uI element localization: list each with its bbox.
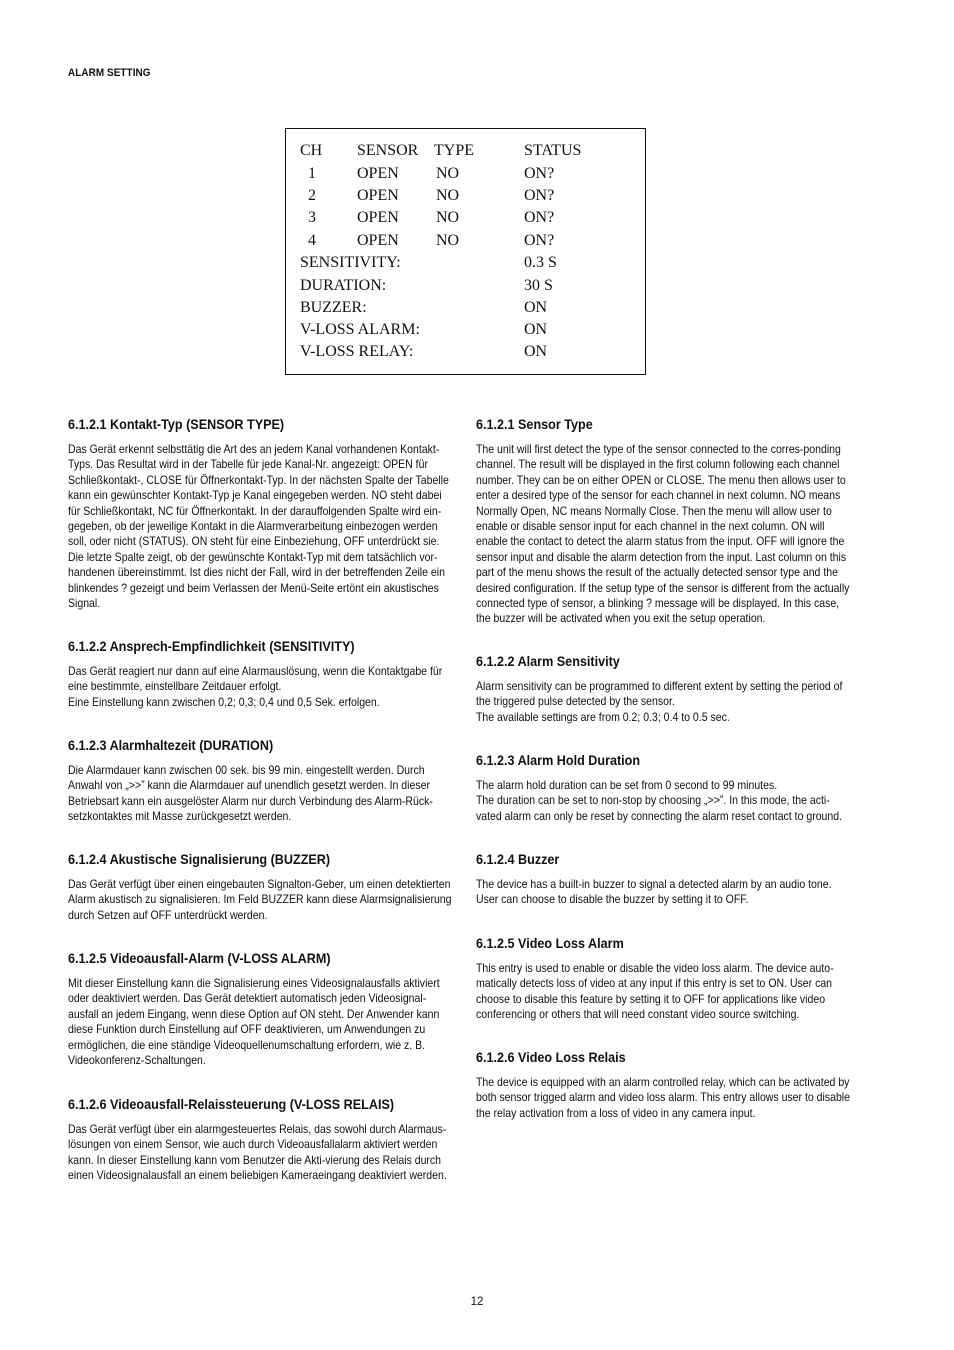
menu-setting-label: BUZZER: <box>300 298 367 316</box>
menu-channel-row <box>286 187 645 209</box>
body-line: setzkontaktes mit Masse zurückgesetzt werden. <box>68 810 292 824</box>
section-heading: 6.1.2.4 Buzzer <box>476 851 560 867</box>
body-line: Schließkontakt-, CLOSE für Öffnerkontakt-Typ. In der nächsten Spalte der Tabelle <box>68 473 449 487</box>
body-line: Normally Open, NC means Normally Close. Then the menu will allow user to <box>476 504 832 518</box>
german-section-vloss-alarm <box>68 950 458 1068</box>
menu-setting-vloss-alarm <box>286 321 645 343</box>
menu-channel-status: ON? <box>524 209 555 226</box>
body-line: lösungen von einem Sensor, wie auch durch Videoausfallalarm aktiviert werden <box>68 1138 438 1152</box>
german-section-vloss-relais <box>68 1096 458 1183</box>
menu-channel-type: NO <box>436 209 460 226</box>
section-heading: 6.1.2.2 Ansprech-Empfindlichkeit (SENSITIVITY) <box>68 638 355 654</box>
body-line: vated alarm can only be reset by connecting the alarm reset contact to ground. <box>476 809 843 823</box>
german-section-sensor-type <box>68 416 458 611</box>
section-body <box>476 877 865 908</box>
menu-setting-value: ON <box>524 343 548 360</box>
menu-channel-sensor: OPEN <box>357 209 399 226</box>
page-number: 12 <box>470 1296 484 1308</box>
body-line: The duration can be set to non-stop by choosing „>>”. In this mode, the acti- <box>476 794 830 808</box>
body-line: enter a desired type of the sensor for each channel in next column. NO means <box>476 489 841 503</box>
german-section-buzzer <box>68 851 458 922</box>
menu-setting-value: ON <box>524 298 548 316</box>
body-line: für Schließkontakt, NC für Öffnerkontakt. In der darauffolgenden Spalte wird ein- <box>68 504 442 518</box>
menu-header-sensor: SENSOR <box>357 142 419 159</box>
german-section-sensitivity <box>68 638 458 709</box>
english-section-buzzer <box>476 851 866 907</box>
section-heading: 6.1.2.3 Alarm Hold Duration <box>476 752 641 768</box>
menu-channel-type: NO <box>436 187 460 204</box>
body-line: Das Gerät verfügt über ein alarmgesteuertes Relais, das sowohl durch Alarmaus- <box>68 1123 447 1136</box>
body-line: the relay activation from a loss of video in any camera input. <box>476 1106 756 1120</box>
section-body <box>476 778 865 824</box>
body-line: This entry is used to enable or disable the video loss alarm. The device auto- <box>476 962 834 975</box>
menu-setting-label: SENSITIVITY: <box>300 254 401 271</box>
menu-channel-status: ON? <box>524 187 555 204</box>
section-body <box>68 976 457 1068</box>
body-line: enable or disable sensor input for each channel in the next column. ON will <box>476 520 825 534</box>
body-line: Signal. <box>68 597 101 611</box>
body-line: the triggered pulse detected by the sensor. <box>476 695 675 709</box>
menu-header-type: TYPE <box>434 142 474 159</box>
body-line: The device is equipped with an alarm controlled relay, which can be activated by <box>476 1076 850 1089</box>
menu-setting-buzzer <box>286 299 645 321</box>
section-body <box>476 1075 865 1121</box>
menu-setting-label: DURATION: <box>300 276 387 294</box>
menu-header-status: STATUS <box>524 142 582 159</box>
menu-setting-value: 30 S <box>524 276 553 294</box>
section-body <box>68 877 457 923</box>
section-body <box>476 961 865 1023</box>
body-line: enable the contact to detect the alarm status from the input. OFF will ignore the <box>476 535 845 549</box>
body-line: channel. The result will be displayed in the first column following each channel <box>476 458 840 472</box>
body-line: kann. In dieser Einstellung kann vom Benutzer die Akti-vierung des Relais durch <box>68 1153 442 1167</box>
body-line: Das Gerät reagiert nur dann auf eine Alarmauslösung, wenn die Kontaktgabe für <box>68 665 443 678</box>
menu-setting-value: ON <box>524 321 548 338</box>
section-body <box>68 442 457 611</box>
menu-channel-row <box>286 165 645 187</box>
menu-setting-sensitivity <box>286 254 645 276</box>
body-line: Alarm sensitivity can be programmed to different extent by setting the period of <box>476 680 843 693</box>
body-line: The device has a built-in buzzer to signal a detected alarm by an audio tone. <box>476 878 832 891</box>
menu-setting-value: 0.3 S <box>524 254 557 271</box>
english-section-sensitivity <box>476 653 866 724</box>
body-line: ermöglichen, die eine ständige Videoquellenumschaltung erfordern, wie z. B. <box>68 1038 426 1052</box>
body-line: Anwahl von „>>” kann die Alarmdauer auf unendlich gesetzt werden. In dieser <box>68 779 430 793</box>
section-body <box>476 679 865 725</box>
body-line: The alarm hold duration can be set from 0 second to 99 minutes. <box>476 779 778 792</box>
menu-channel-row <box>286 232 645 254</box>
section-body <box>68 763 457 825</box>
body-line: number. They can be on either OPEN or CLOSE. The menu then allows user to <box>476 473 846 487</box>
menu-channel-sensor: OPEN <box>357 164 399 182</box>
body-line: The unit will first detect the type of the sensor connected to the corres-ponding <box>476 443 841 456</box>
body-line: User can choose to disable the buzzer by setting it to OFF. <box>476 893 749 907</box>
section-heading: 6.1.2.5 Video Loss Alarm <box>476 935 624 951</box>
body-line: Videokonferenz-Schaltungen. <box>68 1054 206 1068</box>
menu-setting-vloss-relay <box>286 343 645 365</box>
body-line: both sensor trigged alarm and video loss alarm. This entry allows user to disable <box>476 1091 850 1105</box>
body-line: ausfall an jedem Eingang, wenn diese Option auf ON steht. Der Anwender kann <box>68 1007 440 1021</box>
body-line: Die Alarmdauer kann zwischen 00 sek. bis 99 min. eingestellt werden. Durch <box>68 764 425 777</box>
menu-channel-sensor: OPEN <box>357 187 399 204</box>
body-line: handenen übereinstimmt. Ist dies nicht der Fall, wird in der betreffenden Zeile ein <box>68 566 445 580</box>
body-line: choose to disable this feature by setting it to OFF for applications like video <box>476 992 826 1006</box>
menu-channel-number: 4 <box>308 231 316 249</box>
section-body <box>68 1122 457 1184</box>
body-line: oder deaktiviert werden. Das Gerät detektiert automatisch jeden Videosignal- <box>68 992 427 1006</box>
alarm-menu-table <box>285 128 646 375</box>
body-line: durch Setzen auf OFF unterdrückt werden. <box>68 908 268 922</box>
body-line: soll, oder nicht (STATUS). ON steht für eine Einbeziehung, OFF unterdrückt sie. <box>68 535 440 549</box>
menu-channel-row <box>286 209 645 231</box>
menu-channel-status: ON? <box>524 231 555 249</box>
menu-setting-label: V-LOSS RELAY: <box>300 343 414 360</box>
body-line: eine bestimmte, einstellbare Zeitdauer erfolgt. <box>68 680 282 694</box>
body-line: diese Funktion durch Einstellung auf OFF deaktivieren, um Anwendungen zu <box>68 1023 426 1037</box>
menu-setting-label: V-LOSS ALARM: <box>300 321 420 338</box>
body-line: Die letzte Spalte zeigt, ob der gewünschte Kontakt-Typ mit dem tatsächlich vor- <box>68 550 438 564</box>
menu-channel-type: NO <box>436 164 460 182</box>
body-line: Alarm akustisch zu signalisieren. Im Feld BUZZER kann diese Alarmsignalisierung <box>68 893 452 907</box>
body-line: gegeben, ob der jeweilige Kontakt in die Alarmverarbeitung einbezogen werden <box>68 520 438 534</box>
english-section-sensor-type <box>476 416 866 626</box>
section-body <box>476 442 865 627</box>
menu-setting-duration <box>286 277 645 299</box>
german-section-duration <box>68 737 458 824</box>
english-section-video-loss-relais <box>476 1049 866 1120</box>
body-line: Typs. Das Resultat wird in der Tabelle für jede Kanal-Nr. angezeigt: OPEN für <box>68 458 428 472</box>
body-line: Das Gerät verfügt über einen eingebauten Signalton-Geber, um einen detektierten <box>68 878 451 891</box>
body-line: Eine Einstellung kann zwischen 0,2; 0,3; 0,4 und 0,5 Sek. erfolgen. <box>68 695 380 709</box>
body-line: the buzzer will be activated when you exit the setup operation. <box>476 612 766 626</box>
menu-channel-type: NO <box>436 231 460 249</box>
body-line: sensor input and disable the alarm detection from the input. Last column on this <box>476 550 847 564</box>
menu-header-row <box>286 142 645 164</box>
english-section-video-loss-alarm <box>476 935 866 1022</box>
body-line: desired configuration. If the setup type of the sensor is different from the actually <box>476 581 850 595</box>
body-line: kann ein gewünschter Kontakt-Typ je Kanal eingegeben werden. NO steht dabei <box>68 489 442 503</box>
menu-channel-number: 3 <box>308 209 316 226</box>
section-heading: 6.1.2.6 Videoausfall-Relaissteuerung (V-LOSS RELAIS) <box>68 1096 395 1112</box>
body-line: part of the menu shows the result of the actually detected sensor type and the <box>476 566 838 580</box>
body-line: Mit dieser Einstellung kann die Signalisierung eines Videosignalausfalls aktiviert <box>68 977 440 990</box>
menu-channel-number: 1 <box>308 164 316 182</box>
body-line: conferencing or others that will need constant video source switching. <box>476 1008 800 1022</box>
body-line: Das Gerät erkennt selbsttätig die Art des an jedem Kanal vorhandenen Kontakt- <box>68 443 440 456</box>
section-heading: 6.1.2.1 Kontakt-Typ (SENSOR TYPE) <box>68 416 285 432</box>
body-line: blinkendes ? gezeigt und beim Verlassen der Menü-Seite ertönt ein akustisches <box>68 581 439 595</box>
section-heading: 6.1.2.6 Video Loss Relais <box>476 1049 626 1065</box>
section-heading: 6.1.2.5 Videoausfall-Alarm (V-LOSS ALARM) <box>68 950 331 966</box>
section-label: ALARM SETTING <box>68 67 151 79</box>
body-line: The available settings are from 0.2; 0.3; 0.4 to 0.5 sec. <box>476 710 730 724</box>
menu-header-ch: CH <box>300 142 323 159</box>
section-heading: 6.1.2.4 Akustische Signalisierung (BUZZER) <box>68 851 331 867</box>
body-line: connected type of sensor, a blinking ? message will be displayed. In this case, <box>476 597 840 611</box>
menu-channel-number: 2 <box>308 187 316 204</box>
section-heading: 6.1.2.2 Alarm Sensitivity <box>476 653 620 669</box>
section-body <box>68 664 457 710</box>
body-line: einen Videosignalausfall an einem beliebigen Kameraeingang deaktiviert werden. <box>68 1169 447 1183</box>
body-line: Betriebsart kann ein ausgelöster Alarm nur durch Verbindung des Alarm-Rück- <box>68 794 433 808</box>
menu-channel-status: ON? <box>524 164 555 182</box>
menu-channel-sensor: OPEN <box>357 231 399 249</box>
section-heading: 6.1.2.3 Alarmhaltezeit (DURATION) <box>68 737 274 753</box>
english-section-hold-duration <box>476 752 866 823</box>
body-line: matically detects loss of video at any input if this entry is set to ON. User can <box>476 977 833 991</box>
section-heading: 6.1.2.1 Sensor Type <box>476 416 593 432</box>
